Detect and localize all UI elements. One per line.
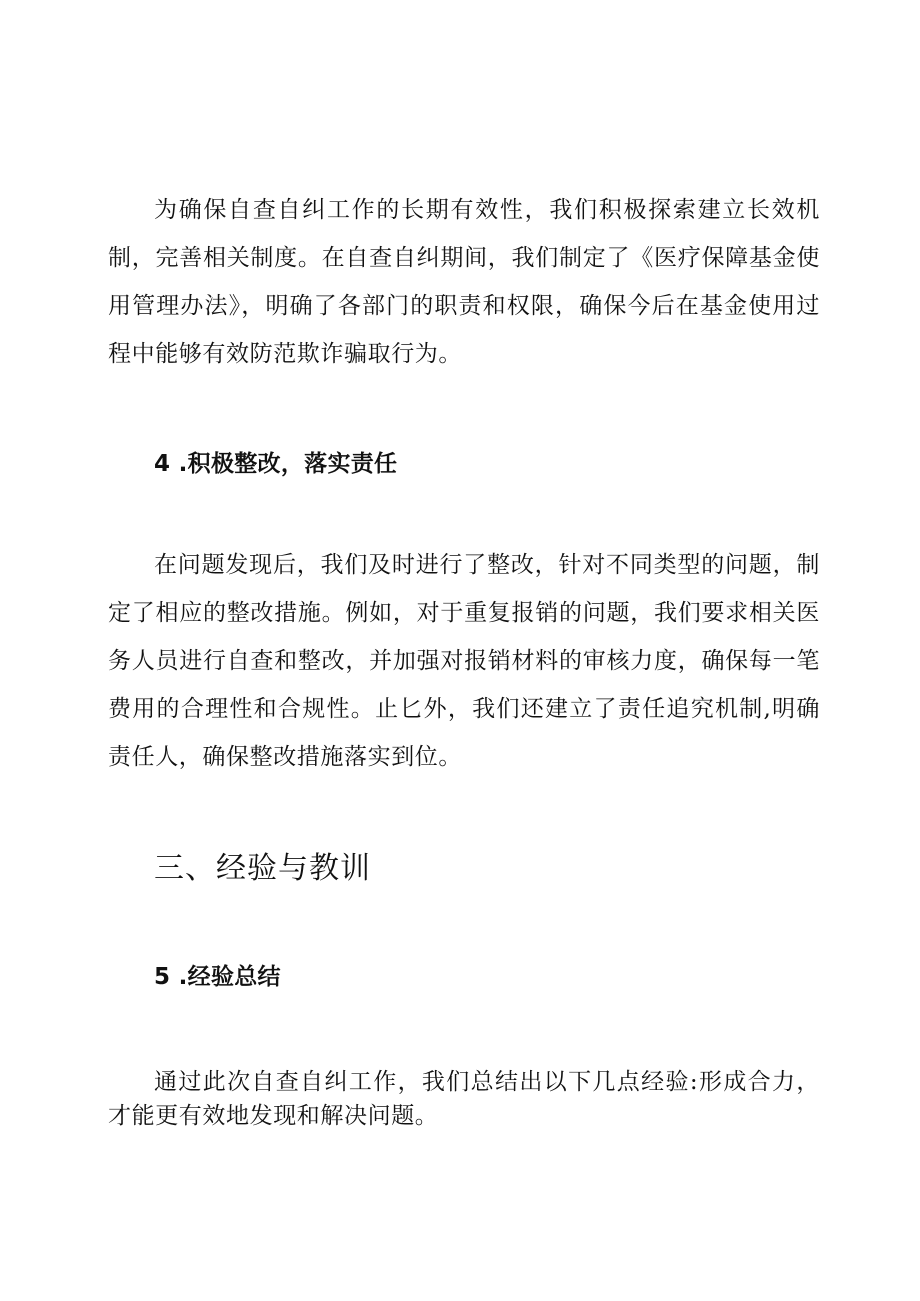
paragraph-rectification: 在问题发现后，我们及时进行了整改，针对不同类型的问题，制定了相应的整改措施。例如，对于重复报销的问题，我们要求相关医务人员进行自查和整改，并加强对报销材料的审核力度，确保每一笔费用的合理性和合规性。止匕外，我们还建立了责任追究机制,明确责任人，确保整改措施落实到位。	[108, 552, 820, 770]
paragraph-long-term-mechanism: 为确保自查自纠工作的长期有效性，我们积极探索建立长效机制，完善相关制度。在自查自纠期间，我们制定了《医疗保障基金使用管理办法》，明确了各部门的职责和权限，确保今后在基金使用过程中能够有效防范欺诈骗取行为。	[108, 197, 820, 367]
section-heading-experience-lessons: 三、经验与教训	[154, 851, 371, 886]
subheading-rectification: 4 .积极整改，落实责任	[154, 451, 398, 477]
paragraph-experience-summary: 通过此次自查自纠工作，我们总结出以下几点经验:形成合力，才能更有效地发现和解决问题。	[108, 1069, 820, 1129]
subheading-experience-summary: 5 .经验总结	[154, 964, 281, 990]
